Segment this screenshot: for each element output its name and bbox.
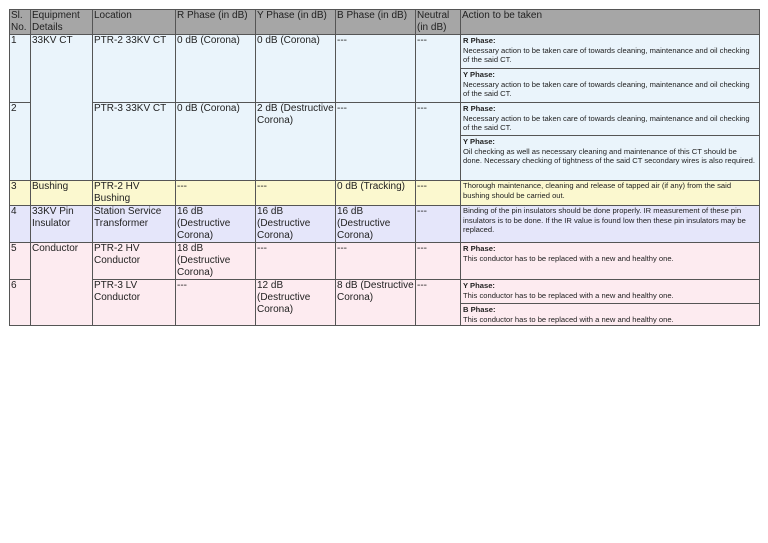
header-sl-no: Sl. No. xyxy=(10,10,31,35)
cell-neutral: --- xyxy=(416,103,461,181)
table-row xyxy=(10,280,760,326)
cell-location: PTR-3 33KV CT xyxy=(93,103,176,181)
cell-action xyxy=(461,35,760,103)
action-text: This conductor has to be replaced with a new and healthy one. xyxy=(463,253,674,263)
cell-sl-no: 2 xyxy=(10,103,31,181)
cell-neutral: --- xyxy=(416,243,461,280)
cell-y-phase: 2 dB (Destructive Corona) xyxy=(256,103,336,181)
table-header-row xyxy=(10,10,760,35)
header-r-phase: R Phase (in dB) xyxy=(176,10,256,35)
action-note-r-phase xyxy=(461,103,759,135)
cell-location: PTR-2 HV Conductor xyxy=(93,243,176,280)
cell-action: Thorough maintenance, cleaning and release of tapped air (if any) from the said bushing should be carried out. xyxy=(461,181,760,206)
cell-sl-no: 5 xyxy=(10,243,31,280)
action-text: Necessary action to be taken care of towards cleaning, maintenance and oil checking of the said CT. xyxy=(463,79,750,99)
cell-b-phase: --- xyxy=(336,103,416,181)
cell-r-phase: 18 dB (Destructive Corona) xyxy=(176,243,256,280)
action-title: R Phase: xyxy=(463,104,496,113)
cell-location: PTR-2 33KV CT xyxy=(93,35,176,103)
table-row xyxy=(10,243,760,280)
cell-action xyxy=(461,103,760,181)
action-note-r-phase xyxy=(461,35,759,68)
action-title: R Phase: xyxy=(463,244,496,253)
table-row xyxy=(10,103,760,181)
cell-b-phase: --- xyxy=(336,243,416,280)
cell-sl-no: 4 xyxy=(10,206,31,243)
cell-b-phase: --- xyxy=(336,35,416,103)
action-note-y-phase xyxy=(461,280,759,303)
cell-equipment: Conductor xyxy=(31,243,93,326)
header-location: Location xyxy=(93,10,176,35)
cell-r-phase: 0 dB (Corona) xyxy=(176,103,256,181)
cell-action xyxy=(461,243,760,280)
action-note-y-phase xyxy=(461,68,759,102)
action-title: Y Phase: xyxy=(463,281,495,290)
action-title: Y Phase: xyxy=(463,137,495,146)
cell-location: PTR-3 LV Conductor xyxy=(93,280,176,326)
cell-r-phase: 16 dB (Destructive Corona) xyxy=(176,206,256,243)
cell-r-phase: --- xyxy=(176,280,256,326)
table-row xyxy=(10,35,760,103)
action-title: B Phase: xyxy=(463,305,496,314)
header-y-phase: Y Phase (in dB) xyxy=(256,10,336,35)
cell-neutral: --- xyxy=(416,181,461,206)
cell-b-phase: 8 dB (Destructive Corona) xyxy=(336,280,416,326)
cell-sl-no: 6 xyxy=(10,280,31,326)
cell-r-phase: --- xyxy=(176,181,256,206)
action-text: Necessary action to be taken care of towards cleaning, maintenance and oil checking of the said CT. xyxy=(463,45,750,65)
cell-y-phase: --- xyxy=(256,181,336,206)
action-note-y-phase xyxy=(461,135,759,180)
cell-r-phase: 0 dB (Corona) xyxy=(176,35,256,103)
cell-neutral: --- xyxy=(416,35,461,103)
header-b-phase: B Phase (in dB) xyxy=(336,10,416,35)
action-text: This conductor has to be replaced with a new and healthy one. xyxy=(463,290,674,300)
table-row xyxy=(10,206,760,243)
inspection-table xyxy=(9,9,760,326)
cell-y-phase: --- xyxy=(256,243,336,280)
header-neutral: Neutral (in dB) xyxy=(416,10,461,35)
cell-equipment: Bushing xyxy=(31,181,93,206)
header-equipment-details: Equipment Details xyxy=(31,10,93,35)
cell-neutral: --- xyxy=(416,280,461,326)
cell-sl-no: 3 xyxy=(10,181,31,206)
cell-location: PTR-2 HV Bushing xyxy=(93,181,176,206)
table-row xyxy=(10,181,760,206)
cell-b-phase: 0 dB (Tracking) xyxy=(336,181,416,206)
action-text: This conductor has to be replaced with a new and healthy one. xyxy=(463,314,674,324)
cell-y-phase: 16 dB (Destructive Corona) xyxy=(256,206,336,243)
header-action: Action to be taken xyxy=(461,10,760,35)
cell-equipment: 33KV Pin Insulator xyxy=(31,206,93,243)
cell-location: Station Service Transformer xyxy=(93,206,176,243)
action-note-b-phase xyxy=(461,303,759,325)
cell-y-phase: 0 dB (Corona) xyxy=(256,35,336,103)
cell-action: Binding of the pin insulators should be done properly. IR measurement of these pin insulators is to be done. If the IR value is found low then these pin insulators may be replaced. xyxy=(461,206,760,243)
action-title: Y Phase: xyxy=(463,70,495,79)
action-note-r-phase xyxy=(461,243,759,273)
cell-equipment: 33KV CT xyxy=(31,35,93,181)
action-title: R Phase: xyxy=(463,36,496,45)
cell-neutral: --- xyxy=(416,206,461,243)
action-text: Necessary action to be taken care of towards cleaning, maintenance and oil checking of the said CT. xyxy=(463,113,750,133)
action-text: Oil checking as well as necessary cleaning and maintenance of this CT should be done. Necessary checking of tightness of the said CT secondary wires is also required. xyxy=(463,146,755,166)
cell-b-phase: 16 dB (Destructive Corona) xyxy=(336,206,416,243)
cell-action xyxy=(461,280,760,326)
cell-y-phase: 12 dB (Destructive Corona) xyxy=(256,280,336,326)
cell-sl-no: 1 xyxy=(10,35,31,103)
